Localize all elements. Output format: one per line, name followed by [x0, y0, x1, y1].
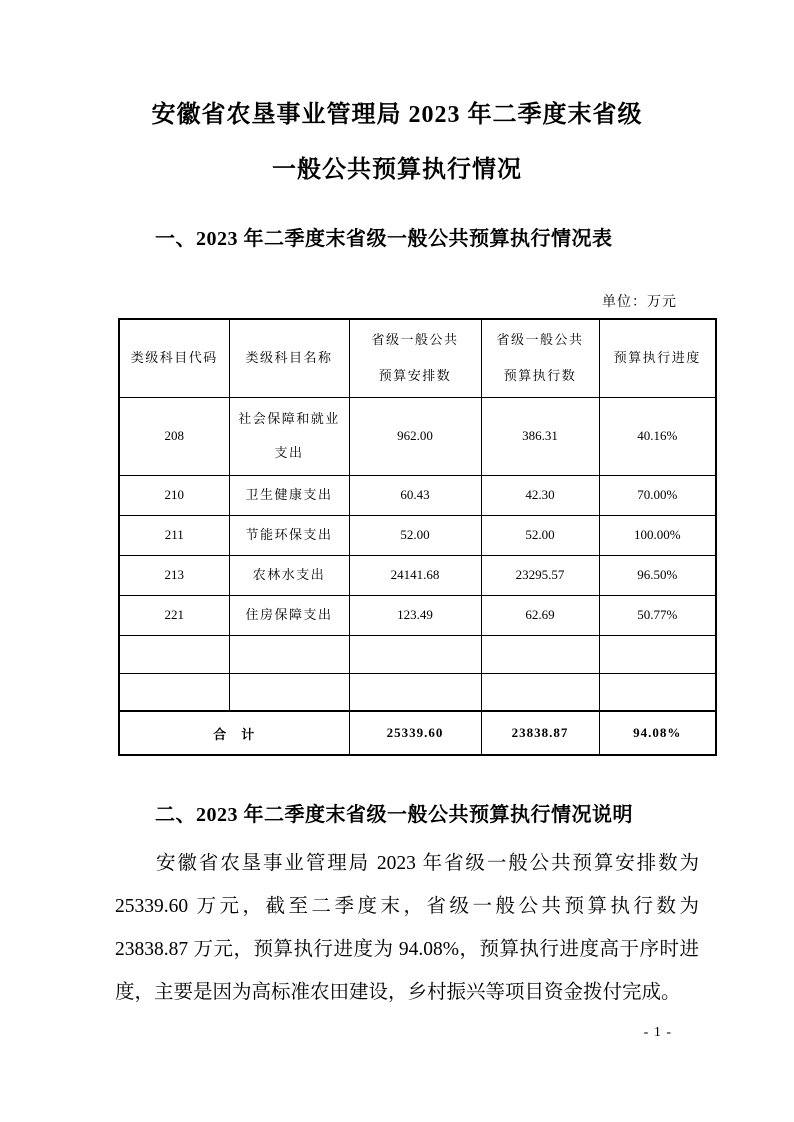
cell-name: 农林水支出: [229, 555, 349, 595]
cell-executed: [481, 673, 599, 711]
page-title: [40, 88, 754, 198]
table-total-row: [119, 711, 716, 755]
unit-label: 单位：万元: [602, 295, 677, 310]
cell-code: 211: [119, 515, 229, 555]
table-row: [119, 595, 716, 635]
page-number: - 1 -: [643, 1025, 672, 1040]
cell-executed: 42.30: [481, 475, 599, 515]
cell-code: [119, 673, 229, 711]
cell-code: [119, 635, 229, 673]
cell-progress: 70.00%: [599, 475, 716, 515]
table-row-empty: [119, 635, 716, 673]
table-row: [119, 397, 716, 475]
cell-arranged: 24141.68: [349, 555, 481, 595]
cell-name: [229, 635, 349, 673]
cell-progress: [599, 635, 716, 673]
cell-code: 221: [119, 595, 229, 635]
cell-executed: 23295.57: [481, 555, 599, 595]
cell-name: 社会保障和就业支出: [229, 397, 349, 475]
cell-name: [229, 673, 349, 711]
header-cell-progress: 预算执行进度: [599, 319, 716, 397]
total-executed: 23838.87: [481, 711, 599, 755]
section2-heading: 二、2023 年二季度末省级一般公共预算执行情况说明: [155, 804, 633, 826]
cell-executed: 52.00: [481, 515, 599, 555]
total-arranged: 25339.60: [349, 711, 481, 755]
cell-arranged: [349, 635, 481, 673]
cell-progress: 96.50%: [599, 555, 716, 595]
cell-code: 208: [119, 397, 229, 475]
budget-table: [118, 318, 717, 756]
cell-executed: [481, 635, 599, 673]
table-row: [119, 555, 716, 595]
cell-arranged: 60.43: [349, 475, 481, 515]
cell-executed: 386.31: [481, 397, 599, 475]
header-arranged-line1: 省级一般公共: [371, 332, 459, 348]
cell-progress: 50.77%: [599, 595, 716, 635]
table-header-row: [119, 319, 716, 397]
total-progress: 94.08%: [599, 711, 716, 755]
table-row: [119, 475, 716, 515]
cell-code: 213: [119, 555, 229, 595]
table-row-empty: [119, 673, 716, 711]
cell-arranged: 123.49: [349, 595, 481, 635]
header-arranged-line2: 预算安排数: [378, 368, 452, 384]
cell-arranged: [349, 673, 481, 711]
section1-heading: 一、2023 年二季度末省级一般公共预算执行情况表: [155, 228, 613, 250]
header-executed-line2: 预算执行数: [503, 368, 577, 384]
cell-arranged: 962.00: [349, 397, 481, 475]
cell-progress: [599, 673, 716, 711]
cell-code: 210: [119, 475, 229, 515]
cell-progress: 100.00%: [599, 515, 716, 555]
cell-name: 住房保障支出: [229, 595, 349, 635]
page-title-line1: 安徽省农垦事业管理局 2023 年二季度末省级: [151, 102, 643, 128]
cell-name: 节能环保支出: [229, 515, 349, 555]
header-cell-arranged: [349, 319, 481, 397]
table-row: [119, 515, 716, 555]
header-cell-code: 类级科目代码: [119, 319, 229, 397]
cell-name: 卫生健康支出: [229, 475, 349, 515]
header-cell-executed: [481, 319, 599, 397]
cell-arranged: 52.00: [349, 515, 481, 555]
header-executed-line1: 省级一般公共: [496, 332, 584, 348]
header-cell-name: 类级科目名称: [229, 319, 349, 397]
cell-progress: 40.16%: [599, 397, 716, 475]
page-title-line2: 一般公共预算执行情况: [272, 157, 522, 183]
total-label: 合 计: [119, 711, 349, 755]
section2-paragraph: 安徽省农垦事业管理局 2023 年省级一般公共预算安排数为 25339.60 万元，截至二季度末，省级一般公共预算执行数为 23838.87 万元，预算执行进度为 94.08%，预算执行进度高于序时进度，主要是因为高标准农田建设，乡村振兴等项目资金拨付完成。: [115, 853, 699, 1003]
cell-executed: 62.69: [481, 595, 599, 635]
